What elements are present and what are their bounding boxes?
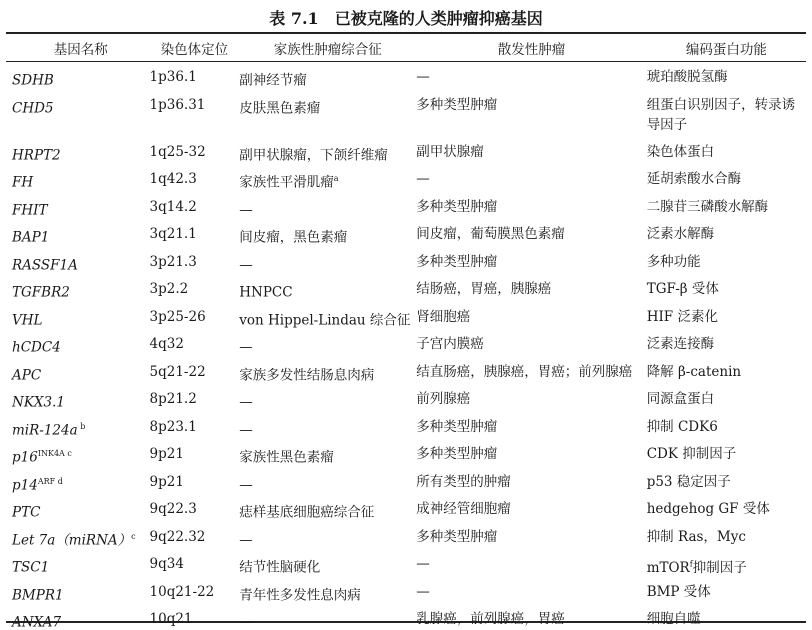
gene-name bbox=[6, 385, 150, 413]
table-row bbox=[6, 165, 806, 193]
familial-text: 间皮瘤，黑色素瘤 bbox=[239, 229, 348, 246]
familial-syndrome bbox=[239, 605, 416, 630]
gene-superscript: c bbox=[131, 531, 136, 541]
familial-text: 副甲状腺瘤，下颌纤维瘤 bbox=[239, 147, 388, 163]
sporadic-tumor: — bbox=[416, 556, 430, 572]
familial-syndrome bbox=[239, 303, 416, 331]
table-row bbox=[6, 330, 806, 358]
chromosome-location: 4q32 bbox=[149, 336, 184, 352]
chromosome-location: 9q34 bbox=[149, 556, 184, 572]
gene-name bbox=[6, 91, 150, 138]
sporadic-tumor: 多种类型肿瘤 bbox=[416, 96, 498, 113]
protein-function bbox=[647, 605, 806, 630]
gene-superscript: ARF d bbox=[37, 476, 63, 486]
function-text: 琥珀酸脱氢酶 bbox=[646, 69, 728, 85]
gene-text: SDHB bbox=[12, 72, 54, 89]
chromosome-location: 3q14.2 bbox=[149, 198, 197, 215]
table-row bbox=[6, 413, 806, 441]
function-text: 二腺苷三磷酸水解酶 bbox=[646, 198, 769, 215]
chromosome-location: 10q21 bbox=[149, 611, 193, 627]
function-text: hedgehog GF 受体 bbox=[646, 501, 770, 517]
header-gene: 基因名称 bbox=[53, 42, 108, 58]
chromosome-location: 9p21 bbox=[149, 473, 184, 490]
sporadic-tumor: 所有类型的肿瘤 bbox=[416, 473, 511, 490]
protein-function bbox=[647, 523, 806, 551]
familial-text: 家族性平滑肌瘤 bbox=[239, 174, 334, 191]
familial-syndrome bbox=[239, 165, 416, 193]
protein-function bbox=[647, 275, 806, 303]
table-row bbox=[6, 248, 806, 276]
familial-syndrome bbox=[239, 385, 416, 413]
table-row bbox=[6, 550, 806, 578]
footnote-marker: a bbox=[333, 174, 339, 183]
sporadic-tumor: 结肠癌，胃癌，胰腺癌 bbox=[416, 281, 552, 297]
table-title: 表 7.1 已被克隆的人类肿瘤抑癌基因 bbox=[269, 9, 543, 28]
chromosome-location: 9q22.3 bbox=[149, 501, 197, 517]
gene-text: TGFBR2 bbox=[12, 284, 70, 301]
familial-text: 青年性多发性息肉病 bbox=[239, 587, 361, 603]
table-row bbox=[6, 91, 806, 138]
familial-syndrome bbox=[239, 440, 416, 468]
tumor-suppressor-table bbox=[6, 35, 806, 630]
gene-name bbox=[6, 220, 150, 248]
gene-text: p14 bbox=[12, 477, 38, 493]
familial-text: — bbox=[239, 614, 253, 630]
table-row bbox=[6, 275, 806, 303]
header-sporadic: 散发性肿瘤 bbox=[497, 42, 566, 58]
protein-function bbox=[647, 61, 806, 91]
gene-name bbox=[6, 303, 150, 331]
protein-function bbox=[647, 220, 806, 248]
familial-text: HNPCC bbox=[239, 284, 293, 301]
sporadic-tumor: 子宫内膜癌 bbox=[416, 336, 484, 352]
familial-text: — bbox=[239, 477, 253, 493]
gene-name bbox=[6, 165, 150, 193]
sporadic-tumor: 间皮瘤，葡萄膜黑色素瘤 bbox=[416, 226, 565, 242]
gene-text: Let 7a（miRNA） bbox=[12, 532, 132, 548]
gene-text: CHD5 bbox=[12, 100, 54, 116]
chromosome-location: 1p36.1 bbox=[149, 69, 197, 85]
gene-name bbox=[6, 358, 150, 386]
table-row bbox=[6, 220, 806, 248]
chromosome-location: 3q21.1 bbox=[149, 226, 197, 242]
chromosome-location: 3p25-26 bbox=[149, 308, 206, 325]
sporadic-tumor: 乳腺癌，前列腺癌，胃癌 bbox=[416, 611, 565, 627]
gene-name bbox=[6, 138, 150, 166]
protein-function bbox=[647, 248, 806, 276]
familial-syndrome bbox=[239, 220, 416, 248]
chromosome-location: 1q42.3 bbox=[149, 171, 197, 187]
gene-text: hCDC4 bbox=[12, 339, 61, 356]
protein-function bbox=[647, 385, 806, 413]
gene-text: VHL bbox=[12, 312, 43, 328]
gene-name bbox=[6, 61, 150, 91]
familial-syndrome bbox=[239, 413, 416, 441]
gene-text: p16 bbox=[12, 449, 38, 466]
familial-text: 副神经节瘤 bbox=[239, 72, 307, 89]
gene-text: TSC1 bbox=[12, 559, 50, 576]
gene-text: miR-124a bbox=[12, 422, 78, 438]
function-text: 抑制 Ras，Myc bbox=[646, 528, 746, 545]
familial-text: 家族性黑色素瘤 bbox=[239, 449, 334, 466]
protein-function bbox=[647, 413, 806, 441]
gene-superscript: b bbox=[77, 421, 86, 431]
chromosome-location: 10q21-22 bbox=[149, 583, 215, 600]
gene-text: NKX3.1 bbox=[12, 394, 65, 411]
function-text: 泛素连接酶 bbox=[646, 336, 715, 352]
function-text: BMP 受体 bbox=[646, 583, 711, 600]
familial-syndrome bbox=[239, 578, 416, 606]
gene-superscript: INK4A c bbox=[37, 449, 72, 458]
table-row bbox=[6, 605, 806, 630]
gene-name bbox=[6, 468, 150, 496]
table-row bbox=[6, 523, 806, 551]
sporadic-tumor: 多种类型肿瘤 bbox=[416, 253, 498, 270]
gene-text: HRPT2 bbox=[12, 147, 61, 163]
sporadic-tumor: 多种类型肿瘤 bbox=[416, 418, 498, 435]
familial-syndrome bbox=[239, 91, 416, 138]
function-text: 抑制 CDK6 bbox=[646, 418, 718, 435]
gene-name bbox=[6, 275, 150, 303]
chromosome-location: 5q21-22 bbox=[149, 363, 206, 380]
table-row bbox=[6, 578, 806, 606]
chromosome-location: 3p21.3 bbox=[149, 253, 197, 270]
function-text: TGF-β 受体 bbox=[646, 281, 719, 297]
protein-function bbox=[647, 578, 806, 606]
function-text: HIF 泛素化 bbox=[646, 308, 718, 325]
function-text: 同源盒蛋白 bbox=[646, 391, 715, 407]
protein-function bbox=[647, 358, 806, 386]
gene-name bbox=[6, 193, 150, 221]
table-row bbox=[6, 385, 806, 413]
gene-name bbox=[6, 605, 150, 630]
sporadic-tumor: 肾细胞癌 bbox=[416, 308, 471, 325]
table-header-row bbox=[6, 35, 806, 61]
familial-text: 皮肤黑色素瘤 bbox=[239, 100, 321, 116]
familial-syndrome bbox=[239, 495, 416, 523]
familial-syndrome bbox=[239, 61, 416, 91]
familial-syndrome bbox=[239, 468, 416, 496]
familial-text: — bbox=[239, 394, 253, 411]
function-text: p53 稳定因子 bbox=[646, 473, 731, 490]
gene-text: BMPR1 bbox=[12, 587, 64, 603]
gene-name bbox=[6, 523, 150, 551]
function-text: 染色体蛋白 bbox=[646, 143, 715, 160]
chromosome-location: 1q25-32 bbox=[149, 143, 206, 160]
sporadic-tumor: 副甲状腺瘤 bbox=[416, 143, 484, 160]
familial-syndrome bbox=[239, 330, 416, 358]
header-familial: 家族性肿瘤综合征 bbox=[273, 42, 382, 58]
familial-text: — bbox=[239, 257, 253, 273]
familial-text: 结节性脑硬化 bbox=[239, 559, 321, 576]
chromosome-location: 8p21.2 bbox=[149, 391, 197, 407]
sporadic-tumor: — bbox=[416, 583, 430, 600]
familial-syndrome bbox=[239, 275, 416, 303]
protein-function bbox=[647, 440, 806, 468]
sporadic-tumor: 前列腺癌 bbox=[416, 391, 471, 407]
table-row bbox=[6, 193, 806, 221]
sporadic-tumor: — bbox=[416, 69, 430, 85]
gene-name bbox=[6, 495, 150, 523]
familial-text: 家族多发性结肠息肉病 bbox=[239, 367, 375, 383]
table-row bbox=[6, 440, 806, 468]
function-text: 多种功能 bbox=[646, 253, 701, 270]
table-row bbox=[6, 303, 806, 331]
familial-text: 痣样基底细胞癌综合征 bbox=[239, 504, 375, 521]
gene-text: PTC bbox=[12, 504, 41, 521]
sporadic-tumor: 多种类型肿瘤 bbox=[416, 528, 498, 545]
gene-text: FH bbox=[12, 174, 34, 191]
protein-function bbox=[647, 193, 806, 221]
chromosome-location: 9p21 bbox=[149, 446, 184, 462]
protein-function bbox=[647, 303, 806, 331]
sporadic-tumor: 多种类型肿瘤 bbox=[416, 446, 498, 462]
function-text: CDK 抑制因子 bbox=[646, 446, 737, 462]
gene-text: RASSF1A bbox=[12, 257, 78, 273]
table-row bbox=[6, 358, 806, 386]
gene-name bbox=[6, 413, 150, 441]
familial-syndrome bbox=[239, 358, 416, 386]
top-rule bbox=[6, 32, 806, 34]
sporadic-tumor: 结直肠癌，胰腺癌，胃癌；前列腺癌 bbox=[416, 363, 633, 380]
sporadic-tumor: 成神经管细胞瘤 bbox=[416, 501, 511, 517]
gene-text: FHIT bbox=[12, 202, 48, 218]
gene-name bbox=[6, 248, 150, 276]
chromosome-location: 9q22.32 bbox=[149, 528, 206, 545]
gene-text: APC bbox=[12, 367, 42, 383]
chromosome-location: 3p2.2 bbox=[149, 281, 189, 297]
function-text: 泛素水解酶 bbox=[646, 226, 715, 242]
protein-function bbox=[647, 165, 806, 193]
protein-function bbox=[647, 468, 806, 496]
chromosome-location: 8p23.1 bbox=[149, 418, 197, 435]
familial-text: — bbox=[239, 202, 253, 218]
table-row bbox=[6, 61, 806, 91]
function-text: 延胡索酸水合酶 bbox=[646, 171, 742, 187]
protein-function bbox=[647, 91, 806, 138]
table-row bbox=[6, 468, 806, 496]
header-location: 染色体定位 bbox=[160, 42, 229, 58]
footnote-marker: f bbox=[689, 559, 693, 568]
familial-syndrome bbox=[239, 248, 416, 276]
header-function: 编码蛋白功能 bbox=[685, 42, 767, 58]
familial-syndrome bbox=[239, 550, 416, 578]
familial-text: — bbox=[239, 532, 253, 548]
gene-name bbox=[6, 440, 150, 468]
protein-function bbox=[647, 330, 806, 358]
protein-function bbox=[647, 495, 806, 523]
gene-name bbox=[6, 550, 150, 578]
familial-syndrome bbox=[239, 193, 416, 221]
familial-text: — bbox=[239, 339, 253, 356]
familial-text: von Hippel-Lindau 综合征 bbox=[239, 312, 411, 328]
chromosome-location: 1p36.31 bbox=[149, 96, 206, 113]
gene-name bbox=[6, 330, 150, 358]
protein-function bbox=[647, 138, 806, 166]
familial-syndrome bbox=[239, 523, 416, 551]
function-text: 细胞自噬 bbox=[646, 611, 701, 627]
gene-name bbox=[6, 578, 150, 606]
gene-text: ANXA7 bbox=[12, 614, 62, 630]
familial-text: — bbox=[239, 422, 253, 438]
protein-function bbox=[647, 550, 806, 578]
gene-text: BAP1 bbox=[12, 229, 50, 246]
sporadic-tumor: 多种类型肿瘤 bbox=[416, 198, 498, 215]
table-row bbox=[6, 495, 806, 523]
sporadic-tumor: — bbox=[416, 171, 430, 187]
function-text: 降解 β-catenin bbox=[646, 363, 742, 380]
table-row bbox=[6, 138, 806, 166]
function-text: 组蛋白识别因子，转录诱导因子 bbox=[646, 96, 796, 133]
function-text: mTOR$^f$抑制因子 bbox=[646, 559, 747, 576]
familial-syndrome bbox=[239, 138, 416, 166]
